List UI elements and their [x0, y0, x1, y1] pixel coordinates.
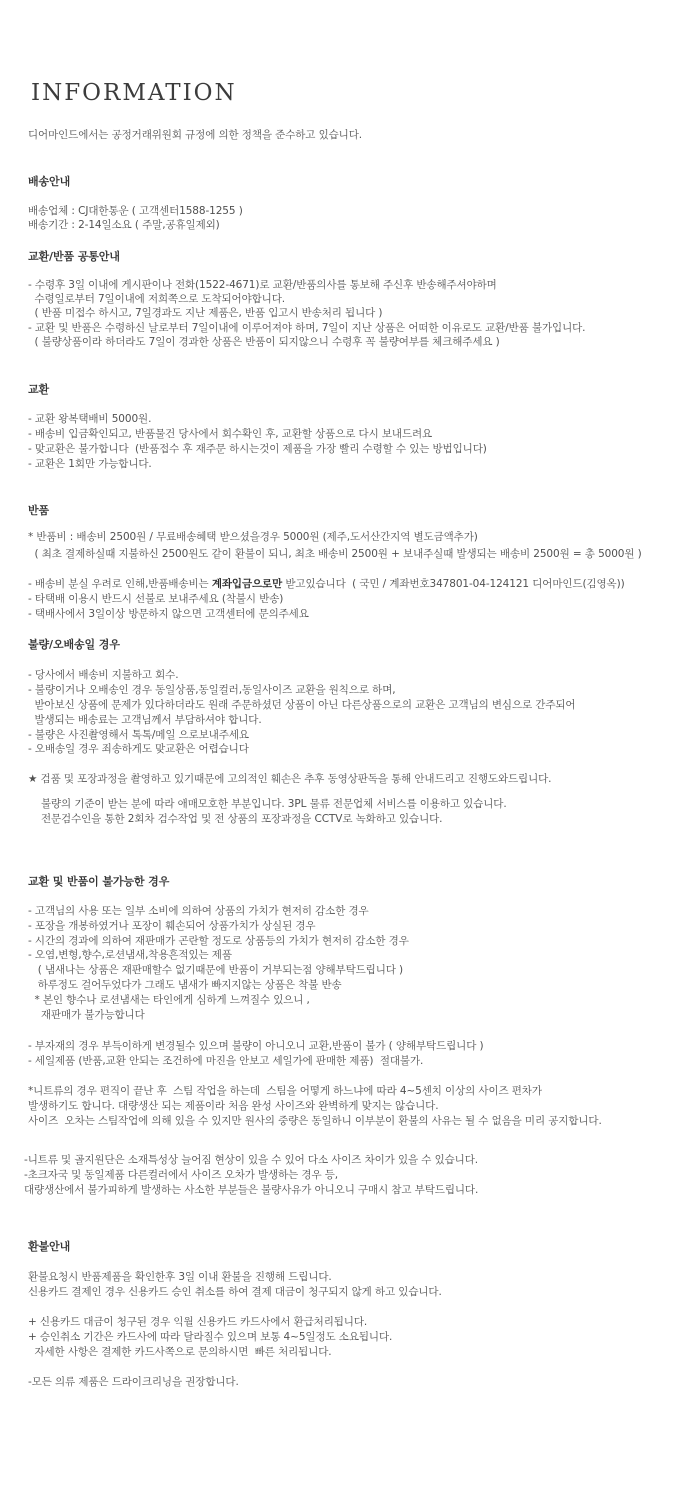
exchange-line: - 교환은 1회만 가능합니다. [28, 458, 152, 470]
impossible-line: - 세일제품 (반품,교환 안되는 조건하에 마진을 안보고 세일가에 판매한 제품) 절대불가. [28, 1055, 424, 1067]
exchange-heading: 교환 [28, 383, 50, 396]
knit-note-line: *니트류의 경우 편직이 끝난 후 스팀 작업을 하는데 스팀을 어떻게 하느냐에 따라 4~5센치 이상의 사이즈 편차가 [28, 1085, 542, 1097]
defect-line: 받아보신 상품에 문제가 있다하더라도 원래 주문하셨던 상품이 아닌 다른상품으로의 교환은 고객님의 변심으로 간주되어 [28, 699, 576, 711]
impossible-line: - 시간의 경과에 의하여 재판매가 곤란할 정도로 상품등의 가치가 현저히 감소한 경우 [28, 935, 409, 947]
page-title: INFORMATION [31, 80, 237, 106]
exchange-line: - 배송비 입금확인되고, 반품물건 당사에서 회수확인 후, 교환할 상품으로 다시 보내드려요 [28, 428, 433, 440]
impossible-heading: 교환 및 반품이 불가능한 경우 [28, 875, 170, 888]
common-heading: 교환/반품 공통안내 [28, 250, 120, 263]
knit-note-line: 발생하기도 합니다. 대량생산 되는 제품이라 처음 완성 사이즈와 완벽하게 맞지는 않습니다. [28, 1100, 439, 1112]
knit-note2-line: 대량생산에서 불가피하게 발생하는 사소한 부분들은 불량사유가 아니오니 구매시 참고 부탁드립니다. [24, 1184, 479, 1196]
dry-clean-note: -모든 의류 제품은 드라이크리닝을 권장합니다. [28, 1376, 239, 1388]
returns-line: * 반품비 : 배송비 2500원 / 무료배송혜택 받으셨을경우 5000원 (제주,도서산간지역 별도금액추가) [28, 531, 478, 543]
impossible-line: 하루정도 걸어두었다가 그래도 냄새가 빠지지않는 상품은 착불 반송 [28, 979, 342, 991]
defect-sub-line: 전문검수인을 통한 2회차 검수작업 및 전 상품의 포장과정을 CCTV로 녹화하고 있습니다. [28, 813, 443, 825]
refund-line: 신용카드 결제인 경우 신용카드 승인 취소를 하여 결제 대금이 청구되지 않게 하고 있습니다. [28, 1286, 442, 1298]
impossible-line: ( 냄새나는 상품은 재판매할수 없기때문에 반품이 거부되는점 양해부탁드립니다 ) [28, 964, 404, 976]
refund-heading: 환불안내 [28, 1240, 71, 1253]
intro-text: 디어마인드에서는 공정거래위원회 규정에 의한 정책을 준수하고 있습니다. [28, 129, 362, 141]
exchange-line: - 맞교환은 불가합니다 (반품접수 후 재주문 하시는것이 제품을 가장 빨리 수령할 수 있는 방법입니다) [28, 443, 487, 455]
returns-line-account [28, 577, 625, 591]
returns-account-emphasis: 계좌입금으로만 [211, 578, 283, 590]
knit-note2-line: -초크자국 및 동일제품 다른컬러에서 사이즈 오차가 발생하는 경우 등, [24, 1169, 339, 1181]
impossible-line: - 포장을 개봉하였거나 포장이 훼손되어 상품가치가 상실된 경우 [28, 920, 316, 932]
shipping-line: 배송업체 : CJ대한통운 ( 고객센터1588-1255 ) [28, 205, 243, 217]
defect-line: 발생되는 배송료는 고객님께서 부담하셔야 합니다. [28, 714, 262, 726]
returns-account-pre: - 배송비 분실 우려로 인해,반품배송비는 [28, 578, 212, 590]
impossible-line: - 오염,변형,향수,로션냄새,착용흔적있는 제품 [28, 949, 232, 961]
refund-line: + 신용카드 대금이 청구된 경우 익월 신용카드 카드사에서 환급처리됩니다. [28, 1316, 368, 1328]
returns-line: ( 최초 결제하실때 지불하신 2500원도 같이 환불이 되니, 최초 배송비 2500원 + 보내주실때 발생되는 배송비 2500원 = 총 5000원 ) [28, 548, 642, 560]
defect-line: - 불량이거나 오배송인 경우 동일상품,동일컬러,동일사이즈 교환을 원칙으로 하며, [28, 684, 396, 696]
impossible-line: * 본인 향수나 로션냄새는 타인에게 심하게 느껴질수 있으니 , [28, 994, 310, 1006]
defect-line: - 당사에서 배송비 지불하고 회수. [28, 669, 179, 681]
returns-account-post: 받고있습니다 ( 국민 / 계좌번호347801-04-124121 디어마인드(김영옥)) [282, 578, 625, 590]
common-line: ( 반품 미접수 하시고, 7일경과도 지난 제품은, 반품 입고시 반송처리 됩니다 ) [28, 307, 383, 319]
common-line: 수령일로부터 7일이내에 저희쪽으로 도착되어야합니다. [28, 293, 285, 305]
shipping-line: 배송기간 : 2-14일소요 ( 주말,공휴일제외) [28, 219, 220, 231]
refund-line: 자세한 사항은 결제한 카드사쪽으로 문의하시면 빠른 처리됩니다. [28, 1346, 332, 1358]
shipping-heading: 배송안내 [28, 175, 71, 188]
impossible-line: - 부자재의 경우 부득이하게 변경될수 있으며 불량이 아니오니 교환,반품이 불가 ( 양해부탁드립니다 ) [28, 1040, 484, 1052]
defect-line: - 오배송일 경우 죄송하게도 맞교환은 어렵습니다 [28, 743, 249, 755]
exchange-line: - 교환 왕복택배비 5000원. [28, 413, 152, 425]
returns-heading: 반품 [28, 504, 50, 517]
knit-note2-line: -니트류 및 골지원단은 소재특성상 늘어짐 현상이 있을 수 있어 다소 사이즈 차이가 있을 수 있습니다. [24, 1154, 478, 1166]
impossible-line: - 고객님의 사용 또는 일부 소비에 의하여 상품의 가치가 현저히 감소한 경우 [28, 905, 369, 917]
common-line: - 교환 및 반품은 수령하신 날로부터 7일이내에 이루어져야 하며, 7일이 지난 상품은 어떠한 이유로도 교환/반품 불가입니다. [28, 322, 586, 334]
refund-line: + 승인취소 기간은 카드사에 따라 달라질수 있으며 보통 4~5일정도 소요됩니다. [28, 1331, 393, 1343]
knit-note-line: 사이즈 오차는 스팀작업에 의해 있을 수 있지만 원사의 중량은 동일하니 이부분이 환불의 사유는 될 수 없음을 미리 공지합니다. [28, 1115, 602, 1127]
refund-line: 환불요청시 반품제품을 확인한후 3일 이내 환불을 진행해 드립니다. [28, 1271, 332, 1283]
returns-line: - 택배사에서 3일이상 방문하지 않으면 고객센터에 문의주세요 [28, 608, 309, 620]
defect-line: - 불량은 사진촬영해서 톡톡/메일 으로보내주세요 [28, 729, 249, 741]
defect-sub-line: 불량의 기준이 받는 분에 따라 애매모호한 부분입니다. 3PL 물류 전문업체 서비스를 이용하고 있습니다. [28, 798, 507, 810]
defect-heading: 불량/오배송일 경우 [28, 638, 120, 651]
defect-notice: ★ 검품 및 포장과정을 촬영하고 있기때문에 고의적인 훼손은 추후 동영상판독을 통해 안내드리고 진행도와드립니다. [28, 773, 552, 785]
impossible-line: 재판매가 불가능합니다 [28, 1009, 145, 1021]
common-line: - 수령후 3일 이내에 게시판이나 전화(1522-4671)로 교환/반품의사를 통보해 주신후 반송해주셔야하며 [28, 279, 497, 291]
returns-line: - 타택배 이용시 반드시 선불로 보내주세요 (착불시 반송) [28, 593, 284, 605]
common-line: ( 불량상품이라 하더라도 7일이 경과한 상품은 반품이 되지않으니 수령후 꼭 불량여부를 체크해주세요 ) [28, 336, 500, 348]
